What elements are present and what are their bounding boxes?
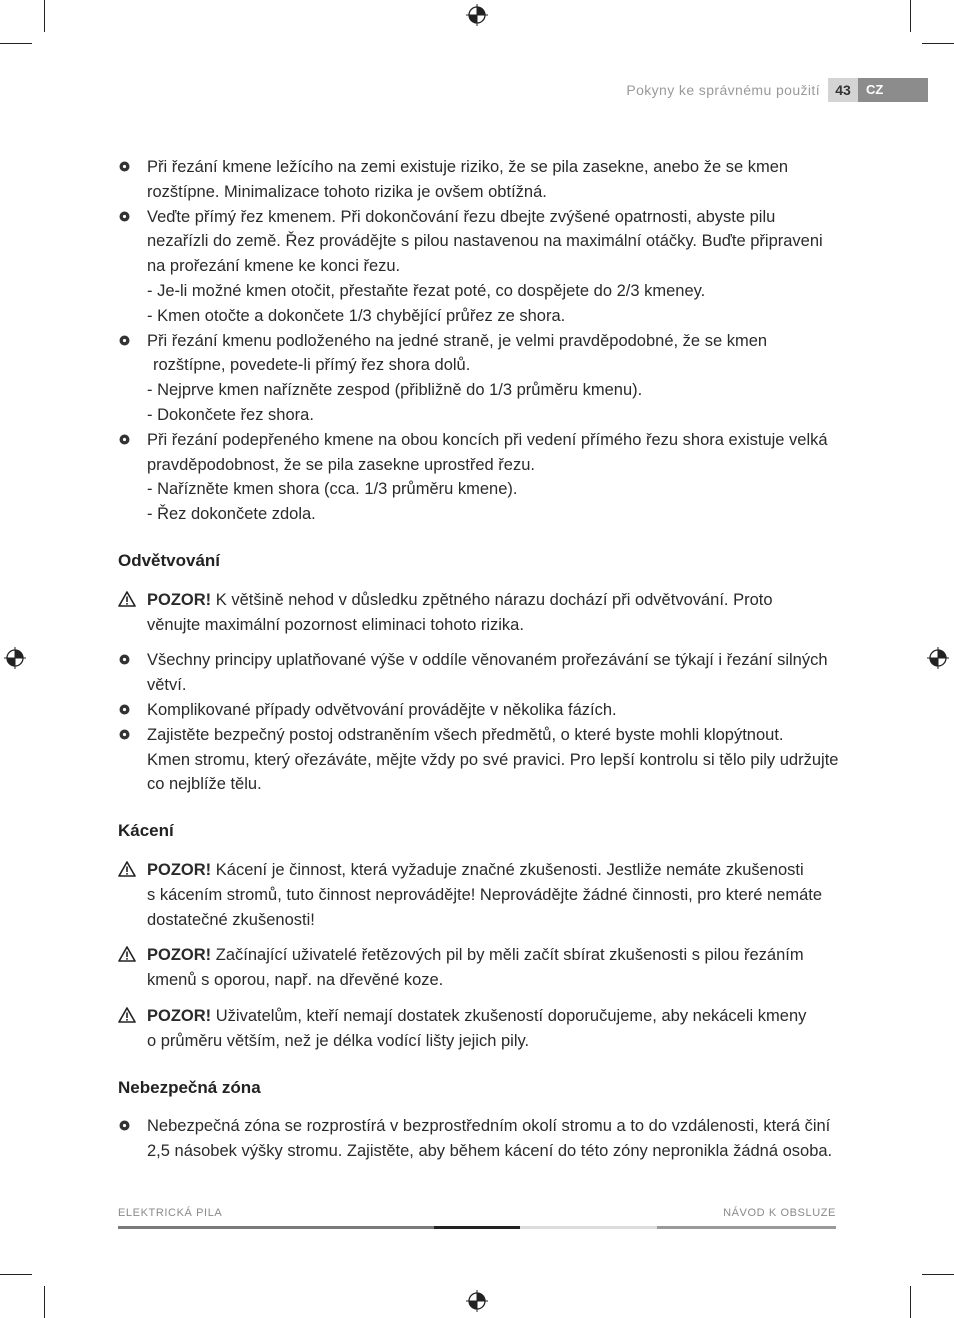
sub-item: - Nařízněte kmen shora (cca. 1/3 průměru kmene).: [147, 480, 518, 499]
bullet-icon: [118, 703, 131, 716]
warning-text: kmenů s oporou, např. na dřevěné koze.: [147, 971, 444, 990]
warning-label: POZOR!: [147, 1006, 212, 1025]
warning-text: Uživatelům, kteří nemají dostatek zkušeností doporučujeme, aby nekáceli kmeny: [211, 1006, 807, 1025]
text-line: Zajistěte bezpečný postoj odstraněním všech předmětů, o které byste mohli klopýtnout.: [147, 725, 784, 744]
header-section-title: Pokyny ke správnému použití: [626, 82, 820, 98]
bullet-icon: [118, 334, 131, 347]
text-line: pravděpodobnost, že se pila zasekne uprostřed řezu.: [147, 455, 535, 474]
warning-text: Kácení je činnost, která vyžaduje značné zkušenosti. Jestliže nemáte zkušenosti: [211, 860, 804, 879]
text-line: Při řezání kmenu podloženého na jedné straně, je velmi pravděpodobné, že se kmen: [147, 331, 768, 350]
text-line: Nebezpečná zóna se rozprostírá v bezprostředním okolí stromu a to do vzdálenosti, která činí: [147, 1117, 831, 1136]
sub-item: - Nejprve kmen nařízněte zespod (přibližně do 1/3 průměru kmenu).: [147, 381, 643, 400]
warning-label: POZOR!: [147, 860, 212, 879]
warning-block: [118, 943, 838, 993]
warning-text: K většině nehod v důsledku zpětného nárazu dochází při odvětvování. Proto: [211, 590, 773, 609]
warning-icon: [118, 861, 136, 877]
bullet-icon: [118, 210, 131, 223]
list-item: [118, 205, 838, 329]
text-line: nezařízli do země. Řez provádějte s pilou nastavenou na maximální otáčky. Buďte připraveni: [147, 232, 823, 251]
list-item: [118, 648, 838, 698]
text-line: 2,5 násobek výšky stromu. Zajistěte, aby během kácení do této zóny nepronikla žádná osoba.: [147, 1142, 833, 1161]
text-line: Kmen stromu, který ořezáváte, mějte vždy po své pravici. Pro lepší kontrolu si tělo pily udržujte: [147, 750, 839, 769]
text-line: Při řezání podepřeného kmene na obou koncích při vedení přímého řezu shora existuje velká: [147, 430, 828, 449]
page-header: [600, 78, 928, 102]
footer-bar: [520, 1226, 657, 1229]
page-content: [118, 155, 838, 1164]
footer-manual: NÁVOD K OBSLUZE: [723, 1207, 836, 1219]
sub-item: - Kmen otočte a dokončete 1/3 chybějící průřez ze shora.: [147, 306, 566, 325]
bullet-icon: [118, 1119, 131, 1132]
crop-mark: [44, 0, 45, 32]
crop-mark: [0, 43, 32, 44]
warning-label: POZOR!: [147, 590, 212, 609]
crop-mark: [910, 0, 911, 32]
registration-mark-icon: [927, 647, 949, 669]
list-item: [118, 723, 838, 797]
sub-item: - Dokončete řez shora.: [147, 405, 314, 424]
bullet-icon: [118, 160, 131, 173]
footer-bar: [118, 1226, 434, 1229]
section-heading: Nebezpečná zóna: [118, 1077, 261, 1097]
text-line: rozštípne, povedete-li přímý řez shora dolů.: [153, 356, 471, 375]
sub-item: - Je-li možné kmen otočit, přestaňte řezat poté, co dospějete do 2/3 kmeney.: [147, 281, 706, 300]
sub-item: - Řez dokončete zdola.: [147, 505, 316, 524]
text-line: co nejblíže tělu.: [147, 775, 262, 794]
text-line: Komplikované případy odvětvování provádějte v několika fázích.: [147, 700, 617, 719]
bullet-icon: [118, 653, 131, 666]
page-number: 43: [828, 78, 858, 102]
list-item: [118, 155, 838, 205]
text-line: větví.: [147, 676, 187, 695]
crop-mark: [922, 1274, 954, 1275]
crop-mark: [910, 1286, 911, 1318]
registration-mark-icon: [466, 4, 488, 26]
warning-block: [118, 1004, 838, 1054]
warning-text: s kácením stromů, tuto činnost neprovádějte! Neprovádějte žádné činnosti, pro které nemáte: [147, 885, 823, 904]
registration-mark-icon: [466, 1290, 488, 1312]
warning-icon: [118, 1007, 136, 1023]
warning-text: věnujte maximální pozornost eliminaci tohoto rizika.: [147, 615, 524, 634]
footer-product: ELEKTRICKÁ PILA: [118, 1207, 223, 1219]
text-line: Všechny principy uplatňované výše v oddíle věnovaném prořezávání se týkají i řezání silných: [147, 651, 828, 670]
crop-mark: [922, 43, 954, 44]
crop-mark: [44, 1286, 45, 1318]
list-item: [118, 329, 838, 428]
section-heading: Kácení: [118, 821, 174, 841]
warning-block: [118, 858, 838, 932]
warning-icon: [118, 946, 136, 962]
text-line: Veďte přímý řez kmenem. Při dokončování řezu dbejte zvýšené opatrnosti, abyste pilu: [147, 207, 776, 226]
text-line: na prořezání kmene ke konci řezu.: [147, 257, 401, 276]
registration-mark-icon: [4, 647, 26, 669]
warning-block: [118, 588, 838, 638]
list-item: [118, 698, 838, 723]
warning-text: o průměru větším, než je délka vodící lišty jejich pily.: [147, 1031, 530, 1050]
section-heading: Odvětvování: [118, 550, 221, 570]
page-footer: [118, 1207, 836, 1231]
warning-text: Začínající uživatelé řetězových pil by měli začít sbírat zkušenosti s pilou řezáním: [211, 946, 804, 965]
language-badge: CZ: [858, 78, 928, 102]
warning-label: POZOR!: [147, 946, 212, 965]
list-item: [118, 428, 838, 527]
warning-text: dostatečné zkušenosti!: [147, 910, 315, 929]
bullet-icon: [118, 433, 131, 446]
footer-bar: [434, 1226, 520, 1229]
crop-mark: [0, 1274, 32, 1275]
warning-icon: [118, 591, 136, 607]
bullet-icon: [118, 728, 131, 741]
text-line: Při řezání kmene ležícího na zemi existuje riziko, že se pila zasekne, anebo že se kmen: [147, 158, 789, 176]
list-item: [118, 1114, 838, 1164]
text-line: rozštípne. Minimalizace tohoto rizika je ovšem obtížná.: [147, 182, 547, 201]
footer-bar: [657, 1226, 836, 1229]
